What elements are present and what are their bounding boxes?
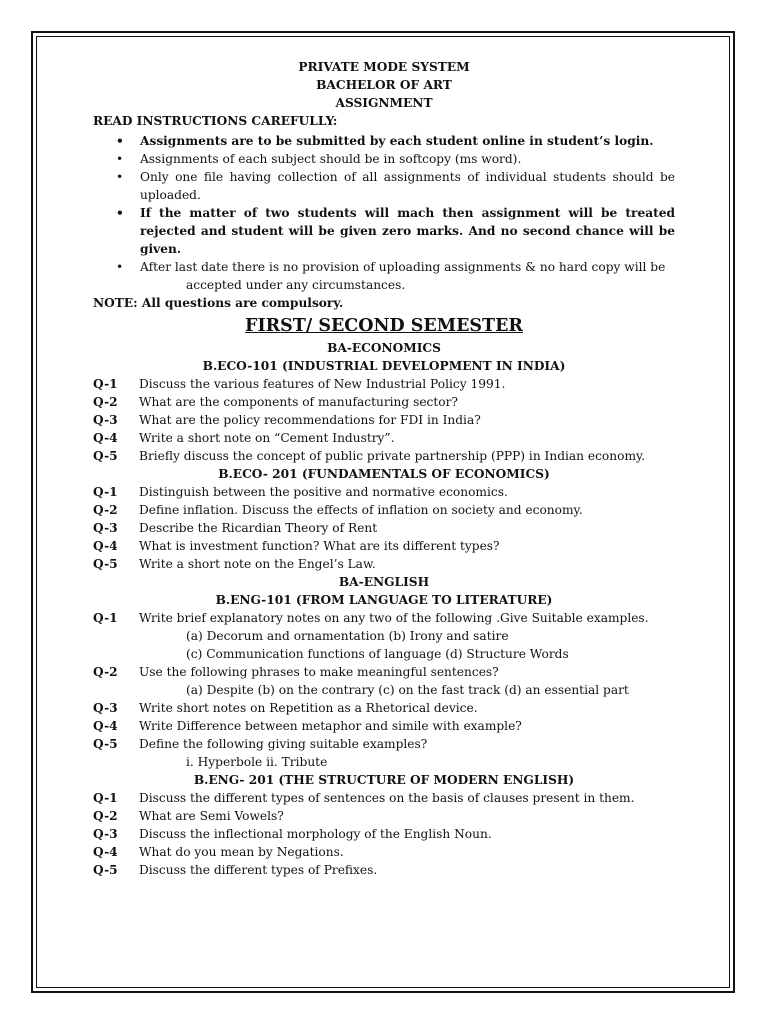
question-number: Q-1 (93, 611, 118, 625)
question-text: Discuss the different types of Prefixes. (139, 863, 378, 877)
course-title-eng201: B.ENG- 201 (THE STRUCTURE OF MODERN ENGLISH) (193, 773, 575, 787)
question-number: Q-2 (93, 503, 118, 517)
question-number: Q-4 (93, 431, 118, 445)
document-body (93, 58, 675, 879)
question-text: Distinguish between the positive and normative economics. (139, 485, 508, 499)
question-row (93, 861, 675, 879)
bullet-icon: • (116, 134, 124, 148)
bullet-icon: • (116, 260, 124, 274)
title-line-2: BACHELOR OF ART (316, 78, 452, 92)
question-subitems: (a) Decorum and ornamentation (b) Irony and satire (186, 629, 509, 643)
instruction-item: • Assignments of each subject should be in softcopy (ms word). (116, 152, 522, 166)
question-row (93, 717, 675, 735)
question-row (93, 375, 675, 393)
question-number: Q-1 (93, 791, 118, 805)
question-text: What are the components of manufacturing sector? (139, 395, 458, 409)
question-row (93, 555, 675, 573)
question-number: Q-2 (93, 809, 118, 823)
bullet-icon: • (116, 170, 124, 184)
course-title-eco101: B.ECO-101 (INDUSTRIAL DEVELOPMENT IN INDIA) (202, 359, 566, 373)
question-text: Define the following giving suitable examples? (139, 737, 428, 751)
question-text: Briefly discuss the concept of public private partnership (PPP) in Indian economy. (139, 449, 646, 463)
question-number: Q-5 (93, 737, 118, 751)
note: NOTE: All questions are compulsory. (93, 296, 344, 310)
question-subitems: i. Hyperbole ii. Tribute (186, 755, 328, 769)
question-row (93, 411, 675, 429)
question-text: Describe the Ricardian Theory of Rent (139, 521, 378, 535)
instruction-item: • If the matter of two students will mach then assignment will be treated rejected and student will be given zero marks. And no second chance will be given. (116, 206, 675, 256)
question-text: What are the policy recommendations for FDI in India? (139, 413, 481, 427)
semester-heading: FIRST/ SECOND SEMESTER (245, 316, 523, 336)
course-title-eng101: B.ENG-101 (FROM LANGUAGE TO LITERATURE) (215, 593, 553, 607)
course-title-eco201: B.ECO- 201 (FUNDAMENTALS OF ECONOMICS) (218, 467, 550, 481)
question-text: What are Semi Vowels? (139, 809, 284, 823)
question-number: Q-3 (93, 413, 118, 427)
question-row (93, 699, 675, 717)
question-subitems: (c) Communication functions of language (d) Structure Words (186, 647, 569, 661)
question-subitems: (a) Despite (b) on the contrary (c) on the fast track (d) an essential part (186, 683, 629, 697)
title-line-3: ASSIGNMENT (335, 96, 433, 110)
question-row (93, 501, 675, 519)
question-text: Discuss the inflectional morphology of the English Noun. (139, 827, 492, 841)
instruction-item: • Assignments are to be submitted by each student online in student’s login. (116, 134, 654, 148)
question-row (93, 483, 675, 501)
question-row (93, 735, 675, 753)
question-number: Q-5 (93, 449, 118, 463)
instruction-item: • Only one file having collection of all assignments of individual students should be uploaded. (116, 170, 675, 202)
question-number: Q-5 (93, 557, 118, 571)
question-row (93, 447, 675, 465)
question-number: Q-3 (93, 521, 118, 535)
question-number: Q-2 (93, 395, 118, 409)
title-line-1: PRIVATE MODE SYSTEM (298, 60, 470, 74)
question-text: What is investment function? What are its different types? (139, 539, 500, 553)
question-text: Discuss the different types of sentences on the basis of clauses present in them. (139, 791, 635, 805)
instructions-list (93, 132, 675, 294)
question-text: What do you mean by Negations. (139, 845, 344, 859)
question-row (93, 519, 675, 537)
question-row (93, 393, 675, 411)
question-number: Q-1 (93, 377, 118, 391)
question-text: Discuss the various features of New Industrial Policy 1991. (139, 377, 506, 391)
question-text: Write a short note on “Cement Industry”. (139, 431, 395, 445)
question-row (93, 429, 675, 447)
question-row (93, 807, 675, 825)
question-row (93, 843, 675, 861)
question-text: Write short notes on Repetition as a Rhetorical device. (139, 701, 478, 715)
instruction-item: • After last date there is no provision of uploading assignments & no hard copy will be accepted under any circumstances. (116, 260, 666, 292)
question-row (93, 825, 675, 843)
question-text: Use the following phrases to make meaningful sentences? (139, 665, 499, 679)
question-text: Define inflation. Discuss the effects of inflation on society and economy. (139, 503, 583, 517)
section-title-english: BA-ENGLISH (338, 575, 430, 589)
question-number: Q-4 (93, 845, 118, 859)
question-number: Q-1 (93, 485, 118, 499)
question-text: Write Difference between metaphor and simile with example? (139, 719, 522, 733)
question-row (93, 789, 675, 807)
question-row (93, 663, 675, 681)
question-row (93, 609, 675, 627)
question-number: Q-4 (93, 719, 118, 733)
question-text: Write a short note on the Engel’s Law. (139, 557, 376, 571)
question-number: Q-3 (93, 827, 118, 841)
question-row (93, 537, 675, 555)
question-text: Write brief explanatory notes on any two of the following .Give Suitable examples. (139, 611, 649, 625)
question-number: Q-5 (93, 863, 118, 877)
question-number: Q-2 (93, 665, 118, 679)
bullet-icon: • (116, 152, 124, 166)
read-instructions-heading: READ INSTRUCTIONS CAREFULLY: (93, 114, 338, 128)
question-number: Q-3 (93, 701, 118, 715)
section-title-economics: BA-ECONOMICS (327, 341, 441, 355)
bullet-icon: • (116, 206, 124, 220)
question-number: Q-4 (93, 539, 118, 553)
